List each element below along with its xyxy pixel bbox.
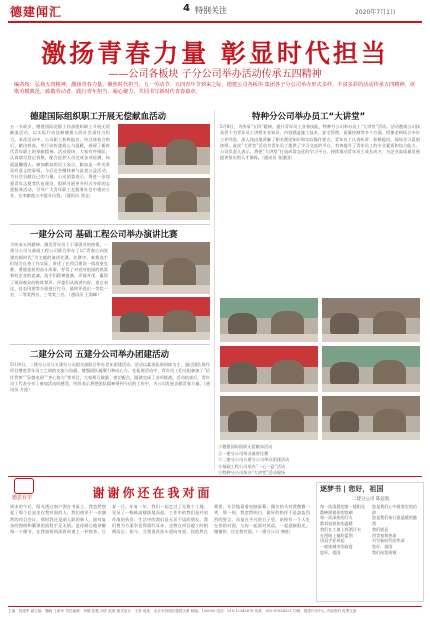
section-body-lecture: 5月8日，为传承“五四”精神，提升青年员工业务技能，特种分公司举办员工“大讲堂”活动。活动邀请公司技术骨干为青年员工讲授专业知识，内容涵盖施工技术、安全管理、质量控制等多个方面。授课老师结合多年工作经验，深入浅出地讲解了相关理论知识和实际操作要点，青年员工认真听讲、积极提问，现场学习氛围浓厚。此次“大讲堂”活动为青年员工提供了学习交流的平台，有效提升了青年员工的专业素质和综合能力。公司负责人表示，将把“大讲堂”打造成常态化的学习平台，持续推动青年员工成长成才，为企业高质量发展提供坚实的人才保障。（通讯员 张建国） [220,124,420,161]
section-title-team-building: 二建分公司 五建分公司举办团建活动 [30,350,169,360]
section-body-blood-donation: 五一节前夕，德建国际党群工作部组织职工开展无偿献血活动，以实际行动诠释德建人的社会责任与担当。本次活动中，公司职工积极报名，经过体检合格后，献出热血，用行动传递爱心与温暖，展现了新时代青年职工的奉献精神。活动现场，大家有序排队，认真填写登记表格，配合医护人员完成各项检测，场面温馨感人。参加献血的员工表示，献血是一件光荣而有意义的事情，今后还会继续参与此类公益活动，为社会贡献自己的力量。公司团委表示，将进一步加强青年志愿者队伍建设，组织开展更多形式多样的志愿服务活动，引导广大青年职工在服务社会中建功立业，在奉献他人中提升自我。（通讯员 刘文） [10,124,110,199]
poem-line: 我们愿意 [372,526,389,532]
poem-line: 都映照着你的容颜 [320,509,353,515]
section-body-team-building: 5月四日，二建分公司与五建分公司团支部联合举办青年团建活动。活动以素质拓展训练为主，通过团队协作项目增进青年员工之间的交流与沟通，增强团队凝聚力和向心力。在拓展活动中，青年员工们分组参加了“信任背摔”“穿越电网”“齐心协力”等项目，大家相互鼓励、密切配合，圆满完成了各项挑战。活动结束后，青年员工代表分享了参加活动的感受，纷纷表示将把团队精神带到今后的工作中，为公司发展贡献青春力量。（通讯员 方进） [10,362,210,393]
poem-line: 每一次清晨的第一缕阳光 [320,504,366,509]
photo-caption: ①德建国际组织无偿献血活动 [218,444,273,449]
section-title-speech-contest: 一建分公司 基础工程公司举办演讲比赛 [30,230,178,240]
photo-team-building-2 [322,346,420,392]
page-headline: 激扬青春力量 彰显时代担当 [41,39,389,68]
photo-speech-contest-2 [112,297,210,340]
essay-body: 周末的午后，阳光透过窗户洒在书桌上，我忽然想起了那个总是坐在我对面的人。我们相识于一次偶然的项目会议，那时我还是刚入职的新人，面对复杂的图纸和繁琐的流程手足无措。是你耐心地讲解每一个细节，在我加班到深夜时递上一杯热茶。日复一日，年复一年，我们一起走过了无数个工地，见证了一栋栋高楼拔地而起。工作中的我们是并肩作战的伙伴，生活中的我们是无话不谈的朋友。我们曾为方案争论得面红耳赤，也曾在项目竣工时相拥而泣。如今，当我再次抬头望向对面，你依然在那里，专注地看着电脑屏幕，偶尔抬头对我微微一笑。那一刻，我忽然明白，最好的陪伴不是轰轰烈烈的誓言，而是在平凡的日子里，始终有一个人坐在你的对面，与你一起面对风雨，一起迎接阳光。谢谢你，还在我对面。（一建分公司 李晓） [10,504,310,535]
poem-line: 您是我们前行最温暖的港湾 [372,515,418,527]
poem-line: 每一次深夜的灯火 [320,515,353,521]
poem-author: 二建分公司 陈远航 [352,497,390,502]
poem-line: 您好，祖国 [320,549,341,555]
poem-line: 用青春和热血 [372,532,397,538]
photo-speech-contest [112,242,210,294]
column-divider [214,110,215,470]
masthead-rule [8,21,422,23]
section-title-lecture: 特种分公司举办员工“大讲堂” [252,112,366,122]
section-title-blood-donation: 德建国际组织职工开展无偿献血活动 [30,112,167,122]
page-subheadline: ——公司各板块 子分公司举办活动传承五四精神 [108,69,322,80]
section-divider [10,224,210,225]
page-number: 4 [183,3,190,14]
photo-caption: ③二建分公司五建分公司举办团建活动 [218,457,290,462]
photo-blood-donation [118,124,210,174]
poem-line: 一座座城市的高度 [320,543,353,549]
issue-date: 2020年7月1日 [355,9,396,16]
editor-note: 编者按：弘扬五四精神，激扬青春力量。聚焦时代担当，五一劳动节、五四青年节到来之际，德建公司各板块 集团各子分公司举办形式多样，丰富多彩的活动传承五四精神，讴歌劳模典范，致敬劳动者，践行青年担当，凝心聚力，共同书写新时代青春篇章。 [14,82,416,95]
section-break-rule [8,476,422,477]
column-badge: 德思有学 [12,495,33,501]
poem-line: 在图纸上描绘蓝图 [320,532,353,538]
poem-body [320,504,420,598]
photo-team-building-1 [220,346,318,392]
poem-line: 用双手托举起 [320,538,345,544]
page-section-label: 特别关注 [195,6,227,15]
photo-caption: ②一建分公司举办演讲比赛 [218,450,269,456]
photo-lecture-1 [220,298,318,342]
photo-activity-1 [220,396,318,440]
photo-activity-2 [322,396,420,440]
poem-line: 您是我们心中最坚定的信仰 [372,504,418,515]
masthead [0,0,430,24]
section-divider [10,344,210,345]
photo-caption: ④基础工程公司举办“一心一意”活动 [218,463,286,469]
newspaper-logo: 德建闻汇 [10,5,63,19]
poem-line: 我们在工地上挥洒汗水 [320,526,361,532]
photo-lecture-2 [322,298,420,342]
page-footer: 主编：郭建军 副主编：魏晓 王新华 责任编辑：李娜 张磊 刘洋 赵明 版式设计：王晨 地址：北京市西城区德建大厦 邮编：100000 电话：010-12345678 传真：010-87654321 印刷：德建印务中心 内部资料 免费交流 [8,606,422,614]
poem-line: 都诉说着你的温暖 [320,521,353,527]
essay-title: 谢谢你还在我对面 [92,486,213,500]
poem-line: 您好，祖国 [372,543,393,549]
photo-blood-donation-2 [118,178,210,220]
section-body-speech-contest: 为传承五四精神，激发青年员工干事创业的热情，一建分公司与基础工程公司联合举办了以“青春心向党 建功新时代”为主题的演讲比赛。比赛中，参赛选手们结合自身工作实际，讲述了在项目建设一线攻坚克难、勇挑重担的奋斗故事，抒发了对党对祖国的热爱和对企业的忠诚。选手们精神饱满、声情并茂，赢得了现场观众的阵阵掌声。评委们从演讲内容、语言表达、仪态风貌等方面进行打分，最终评选出一等奖一名、二等奖两名、三等奖三名。（通讯员 王海峰） [10,242,108,298]
poem-line: 我们向您致敬 [372,549,397,555]
photo-captions [218,444,418,477]
poem-title: 逐梦书 | 您好，祖国 [320,485,384,493]
poem-line: 书写新时代的华章 [372,538,405,544]
photo-caption: ⑤特种分公司举办“大讲堂”活动现场 [218,470,286,475]
